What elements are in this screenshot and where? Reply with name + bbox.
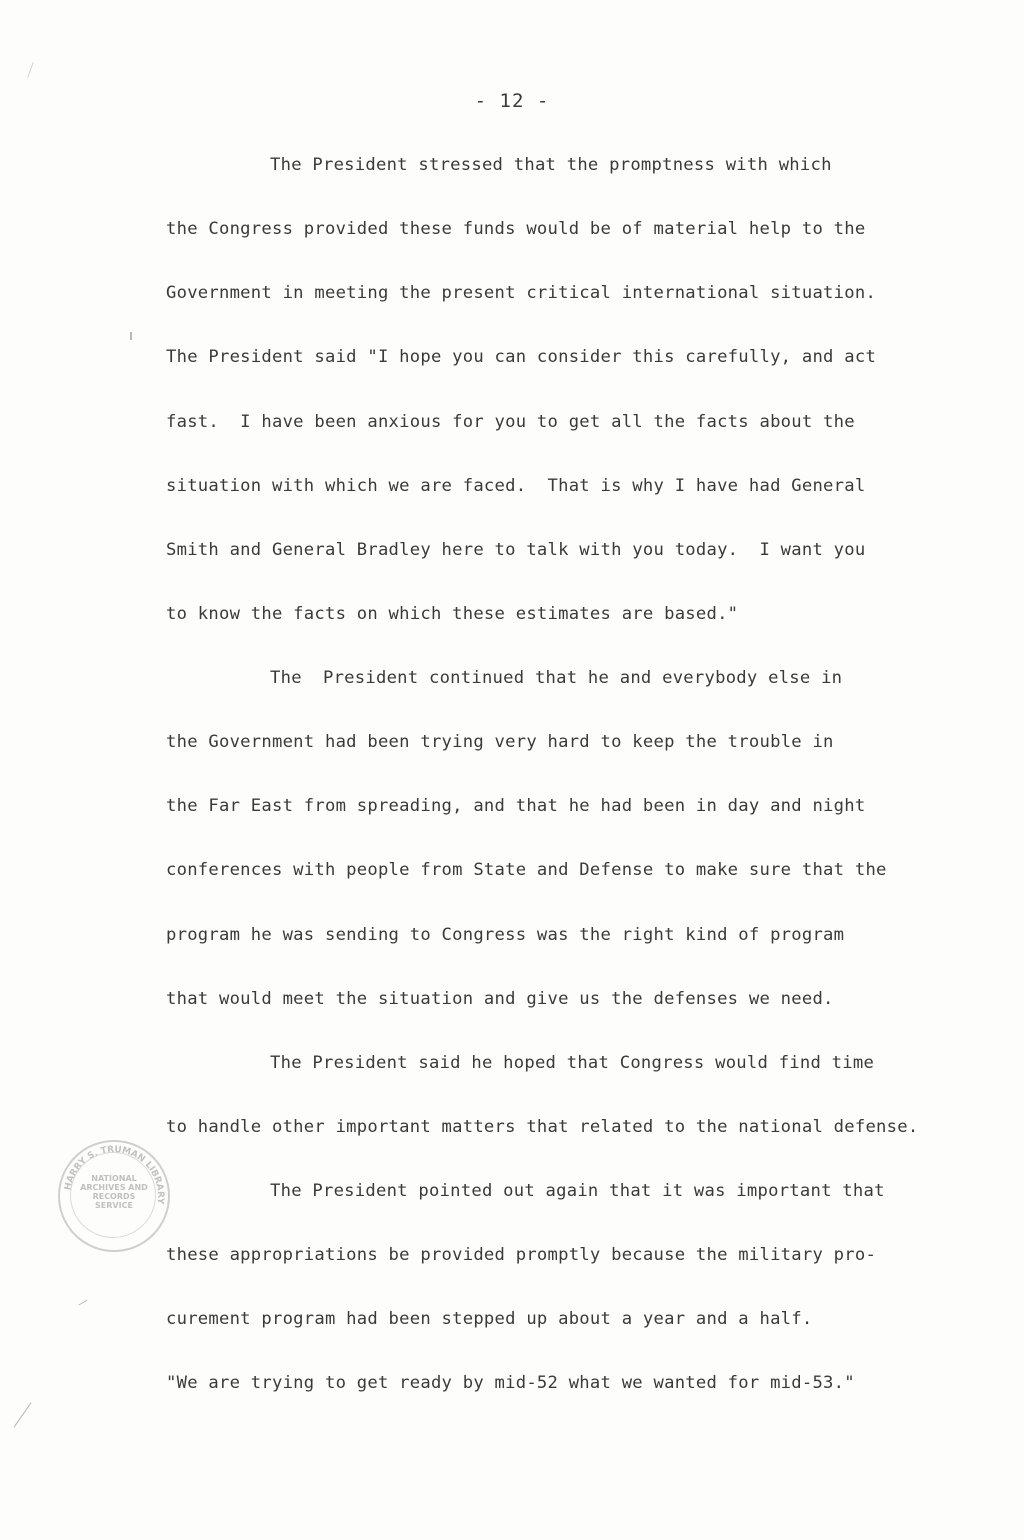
text-line: The President pointed out again that it was important that (270, 1181, 885, 1201)
stamp-line: SERVICE (95, 1201, 133, 1210)
text-line: The President continued that he and everybody else in (270, 668, 843, 688)
text-line: these appropriations be provided promptly because the military pro- (166, 1245, 877, 1265)
text-line: the Congress provided these funds would be of material help to the (166, 219, 866, 239)
margin-tick (130, 332, 132, 340)
margin-stroke (78, 1300, 87, 1306)
text-line: the Far East from spreading, and that he had been in day and night (166, 796, 866, 816)
text-line: fast. I have been anxious for you to get all the facts about the (166, 412, 855, 432)
margin-stroke (13, 1402, 31, 1427)
text-line: conferences with people from State and Defense to make sure that the (166, 860, 887, 880)
text-line: The President said "I hope you can consider this carefully, and act (166, 347, 877, 367)
text-line: that would meet the situation and give us the defenses we need. (166, 989, 834, 1009)
stamp-center-text (60, 1174, 168, 1210)
text-line: to handle other important matters that related to the national defense. (166, 1117, 919, 1137)
stamp-ring-label: HARRY S. TRUMAN LIBRARY (63, 1144, 166, 1205)
text-line: to know the facts on which these estimates are based." (166, 604, 739, 624)
archive-stamp (58, 1140, 170, 1252)
text-line: program he was sending to Congress was the right kind of program (166, 925, 845, 945)
stamp-line: NATIONAL (91, 1174, 137, 1183)
text-line: The President said he hoped that Congress would find time (270, 1053, 875, 1073)
text-line: Government in meeting the present critical international situation. (166, 283, 877, 303)
text-line: "We are trying to get ready by mid-52 what we wanted for mid-53." (166, 1373, 855, 1393)
text-line: the Government had been trying very hard to keep the trouble in (166, 732, 834, 752)
stamp-line: RECORDS (92, 1192, 136, 1201)
stamp-line: ARCHIVES AND (80, 1183, 148, 1192)
text-line: curement program had been stepped up about a year and a half. (166, 1309, 813, 1329)
page-number: - 12 - (474, 90, 550, 112)
text-line: Smith and General Bradley here to talk with you today. I want you (166, 540, 866, 560)
margin-stroke (27, 62, 33, 77)
text-line: The President stressed that the promptness with which (270, 155, 832, 175)
text-line: situation with which we are faced. That is why I have had General (166, 476, 866, 496)
